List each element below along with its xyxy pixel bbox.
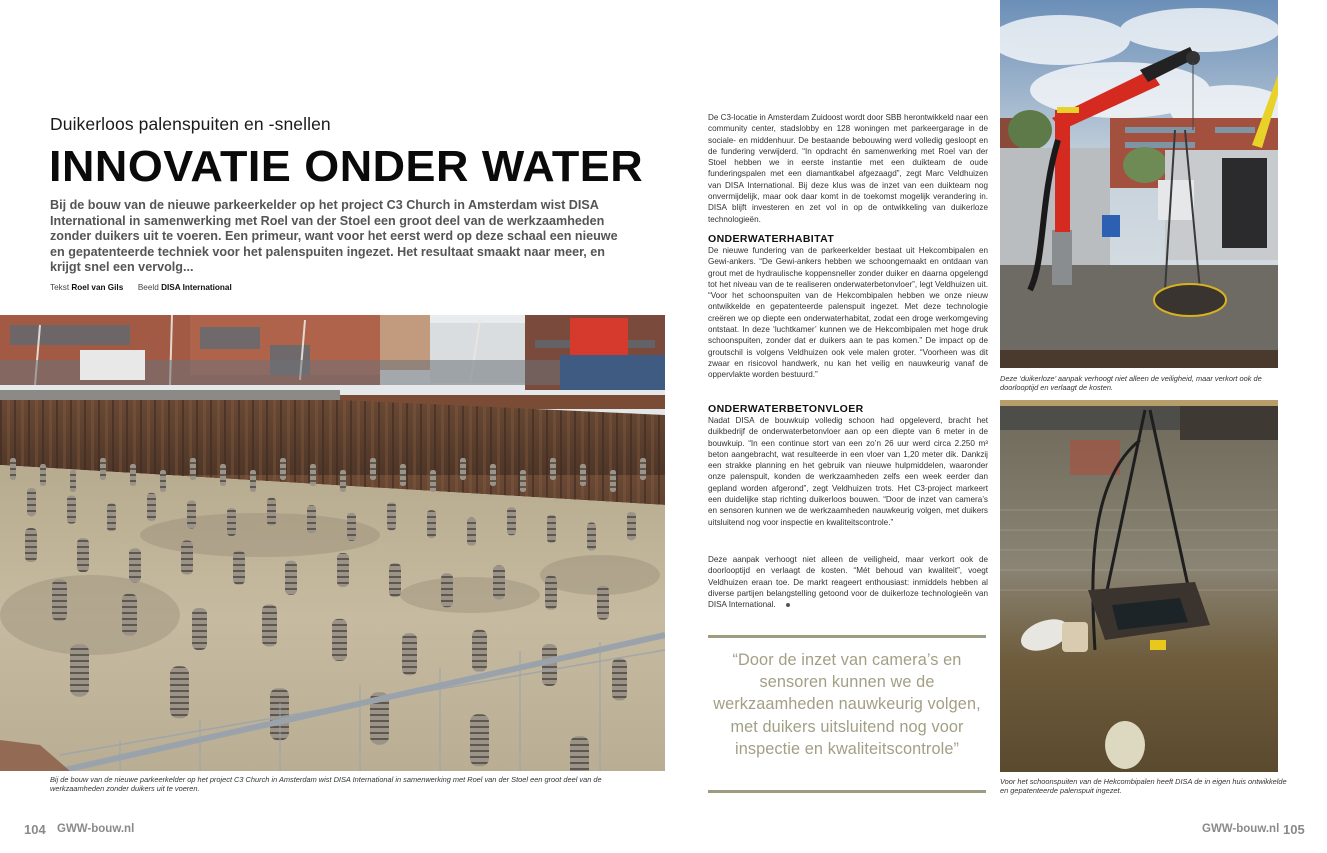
pile (25, 528, 37, 562)
pile (467, 518, 476, 546)
credit-image-author: DISA International (161, 283, 232, 292)
pull-quote: “Door de inzet van camera’s en sensoren kunnen we de werkzaamheden nauwkeurig volgen, met duikers uitsluitend nog voor inspectie en kwaliteitscontrole” (713, 651, 981, 758)
pile (547, 515, 556, 543)
article-lede: Bij de bouw van de nieuwe parkeerkelder op het project C3 Church in Amsterdam wist DISA International in samenwerking met Roel van der Stoel een groot deel van de werkzaamheden zonder duikers uit te voeren. Een primeur, want voor het eerst werd op deze schaal een nieuwe en gepatenteerde techniek voor het palenspuiten ingezet. Het resultaat smaakt naar meer, en krijgt snel een vervolg... (50, 198, 618, 275)
photo-water (1000, 400, 1278, 772)
body-intro (708, 112, 988, 225)
pile (402, 633, 417, 675)
closing-paragraph (708, 554, 988, 610)
credit-text-label: Tekst (50, 283, 70, 292)
pile (507, 507, 516, 535)
pile (490, 464, 496, 486)
pile (70, 470, 76, 492)
pile (441, 573, 453, 607)
photo-construction-pit (0, 315, 665, 771)
pile (370, 458, 376, 480)
article-headline: INNOVATIE ONDER WATER (49, 142, 644, 191)
pile (233, 551, 245, 585)
pile (187, 500, 196, 528)
pile (612, 658, 627, 700)
pull-quote-rule-bottom (708, 790, 986, 793)
caption-water: Voor het schoonspuiten van de Hekcombipalen heeft DISA de in eigen huis ontwikkelde en gepatenteerde palenspuit ingezet. (1000, 777, 1287, 795)
pile (310, 464, 316, 486)
pile (470, 714, 489, 766)
caption-crane: Deze ‘duikerloze’ aanpak verhoogt niet alleen de veiligheid, maar verkort ook de doorlooptijd en verlaagt de kosten. (1000, 374, 1262, 392)
pile (267, 498, 276, 526)
pile (472, 630, 487, 672)
pile (400, 464, 406, 486)
pile (220, 464, 226, 486)
pile (129, 548, 141, 582)
pile (427, 510, 436, 538)
photo-crane (1000, 0, 1278, 368)
pile (160, 470, 166, 492)
pile (520, 470, 526, 492)
credit-image-label: Beeld (137, 283, 159, 292)
pile (387, 502, 396, 530)
site-name-left: GWW-bouw.nl (57, 823, 135, 835)
pile (107, 503, 116, 531)
end-of-article-dot (786, 603, 790, 607)
pile (347, 513, 356, 541)
subheading-onderwaterhabitat: ONDERWATERHABITAT (708, 233, 835, 245)
body-closing (708, 554, 988, 610)
water-illustration (1000, 400, 1278, 772)
pile (280, 458, 286, 480)
pull-quote-rule-top (708, 635, 986, 638)
closing-text: Deze aanpak verhoogt niet alleen de veiligheid, maar verkort ook de doorlooptijd en verlaagt de kosten. “Mét behoud van kwaliteit”, voegt Veldhuizen eraan toe. De markt reageert enthousiast: inmiddels hebben al diverse partijen belangstelling getoond voor de duikerloze technologieën van DISA International. (708, 555, 988, 610)
pile (190, 458, 196, 480)
article-kicker: Duikerloos palenspuiten en -snellen (50, 114, 331, 134)
pile (627, 512, 636, 540)
pile (147, 493, 156, 521)
pile (640, 458, 646, 480)
pile (122, 594, 137, 636)
pile (181, 540, 193, 574)
page-number-right: 105 (1283, 822, 1305, 837)
pile (587, 522, 596, 550)
pile (430, 470, 436, 492)
crane-illustration (1000, 0, 1278, 368)
pile (340, 470, 346, 492)
pile (100, 458, 106, 480)
page-number-left: 104 (24, 822, 46, 837)
pile (40, 464, 46, 486)
pile (610, 470, 616, 492)
body-section-2 (708, 415, 988, 528)
section-2-paragraph: Nadat DISA de bouwkuip volledig schoon had opgeleverd, bracht het duikbedrijf de onderwaterbetonvloer aan op een diepte van 6 meter in de bouwkuip. “In een continue stort van een zo’n 26 uur werd circa 2.250 m³ beton aangebracht, wat resulteerde in een vloer van 1,20 meter dik. Dankzij een strakke planning en het gebruik van nieuwe hulpmiddelen, waaronder onze palenspuit, konden de werkzaamheden zelfs een week eerder dan gepland worden afgerond”, zegt Veldhuizen trots. Het C3-project markeert een duidelijke stap richting duikerloos bouwen. “Door de inzet van camera’s en sensoren kunnen we de werkzaamheden nauwkeurig volgen, met duikers uitsluitend nog voor inspectie en kwaliteitscontrole.” (708, 416, 988, 527)
construction-pit-illustration (0, 315, 665, 771)
pile (285, 561, 297, 595)
pile (10, 458, 16, 480)
pile (580, 464, 586, 486)
pile (570, 736, 589, 771)
pile (389, 563, 401, 597)
pile (67, 496, 76, 524)
pile (227, 508, 236, 536)
pile (550, 458, 556, 480)
intro-paragraph: De C3-locatie in Amsterdam Zuidoost wordt door SBB herontwikkeld naar een community center, stadslobby en 128 woningen met parkeergarage in de sociale- en middenhuur. De bestaande bebouwing werd volledig gesloopt en de fundering verwijderd. “In opdracht én samenwerking met Roel van der Stoel hebben we in eerste instantie met een duikteam de oude funderingspalen met een diamantkabel afgezaagd”, zegt Marc Veldhuizen van DISA International. Bij deze klus was de inzet van een duikteam nog onvermijdelijk, maar ook daar komt in de toekomst mogelijk verandering in. DISA blijft investeren en zet vol in op de ontwikkeling van duikerloze technologieën. (708, 113, 988, 224)
pile (70, 644, 89, 696)
pile (192, 608, 207, 650)
pile (52, 579, 67, 621)
pile (77, 538, 89, 572)
article-credits (50, 283, 232, 292)
subheading-onderwaterbetonvloer: ONDERWATERBETONVLOER (708, 403, 864, 415)
pile (307, 505, 316, 533)
pile (493, 565, 505, 599)
pile (250, 470, 256, 492)
pile (337, 553, 349, 587)
pile (170, 666, 189, 718)
pile (545, 576, 557, 610)
site-name-right: GWW-bouw.nl (1202, 823, 1280, 835)
pile (332, 619, 347, 661)
section-1-paragraph: De nieuwe fundering van de parkeerkelder bestaat uit Hekcombipalen en Gewi-ankers. “De Gewi-ankers hebben we schoongemaakt en ontdaan van grout met de hydraulische koppensneller zonder duiker en daarna opgelengd tot het niveau van de te realiseren onderwaterbetonvloer”, legt Veldhuizen uit. “Voor het schoonspuiten van de Hekcombipalen hebben we onze nieuw ontwikkelde en gepatenteerde palenspuit ingezet. Met deze technologie creëren we op diepte een onderwaterhabitat, zodat een droge werkomgeving ontstaat. In deze ‘luchtkamer’ kunnen we de Hekcombipalen met hoge druk schoonspuiten, zonder dat er duikers aan te pas komen.” De impact op de groutschil is volgens Veldhuizen ook vele malen groter. “Voorheen was dit zwaar en risicovol handwerk, nu kan het veilig en nauwkeurig vanaf de oppervlakte worden bestuurd.” (708, 246, 988, 380)
body-section-1 (708, 245, 988, 381)
pile (460, 458, 466, 480)
pile (27, 488, 36, 516)
credit-text-author: Roel van Gils (71, 283, 124, 292)
pile (130, 464, 136, 486)
pile (597, 586, 609, 620)
caption-construction-pit: Bij de bouw van de nieuwe parkeerkelder op het project C3 Church in Amsterdam wist DISA International in samenwerking met Roel van der Stoel een groot deel van de werkzaamheden zonder duikers uit te voeren. (50, 775, 602, 793)
pile (262, 604, 277, 646)
